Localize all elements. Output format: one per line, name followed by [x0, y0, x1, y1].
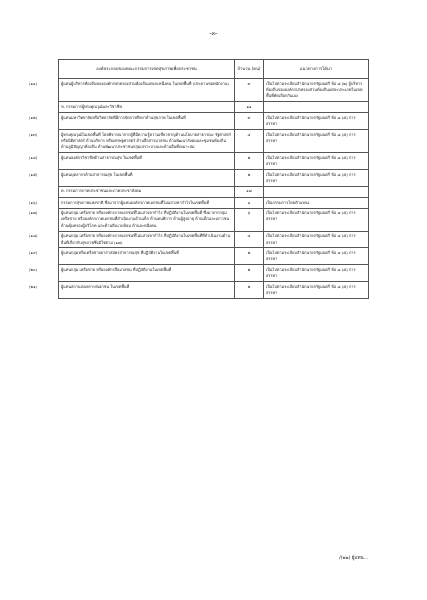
method-cell: เป็นไปตามระเบียบสำนักนายกรัฐมนตรี ข้อ ๘ (๕) การสรรหา [264, 170, 369, 187]
item-number: (๑๔) [29, 154, 38, 160]
count-cell: ๔ [235, 231, 264, 248]
composition-cell [29, 281, 235, 298]
item-text: ผู้แทนองค์กรวิชาชีพด้านสาธารณสุข ในเขตพื้นที่ [61, 154, 142, 160]
table-row [59, 79, 369, 102]
composition-cell [29, 265, 235, 282]
item-number: (๒๐) [29, 266, 37, 272]
item-number: (๑๓) [29, 131, 38, 137]
table-row [59, 113, 369, 130]
composition-cell [29, 153, 235, 170]
composition-cell [29, 231, 235, 248]
count-cell: ๒ [235, 281, 264, 298]
header-count: จำนวน (คน) [235, 60, 264, 79]
item-number: (๑๗) [29, 210, 38, 216]
continuation-note: /(๒๒) ผู้แทน... [339, 556, 368, 561]
composition-cell [29, 170, 235, 187]
method-cell: เป็นไปตามระเบียบสำนักนายกรัฐมนตรี ข้อ ๘ (๕) การสรรหา [264, 153, 369, 170]
composition-cell [29, 113, 235, 130]
composition-cell [59, 186, 235, 197]
table-row [59, 265, 369, 282]
committee-table [29, 59, 369, 299]
count-cell: ๑ [235, 198, 264, 208]
composition-cell [29, 79, 235, 102]
item-text: ผู้แทนมหาวิทยาลัยหรือวิทยาลัยที่มีการจัดการศึกษาด้านสุขภาพ ในเขตพื้นที่ [61, 115, 186, 121]
method-cell: เป็นไปตามระเบียบสำนักนายกรัฐมนตรี ข้อ ๘ (๕) การสรรหา [264, 208, 369, 231]
count-cell: ๖ [235, 208, 264, 231]
count-cell: ๒ [235, 153, 264, 170]
method-cell: เป็นไปตามระเบียบสำนักนายกรัฐมนตรี ข้อ ๘ (๕) การสรรหา [264, 248, 369, 265]
method-cell: เป็นไปตามระเบียบสำนักนายกรัฐมนตรี ข้อ ๘ (๕) การสรรหา [264, 281, 369, 298]
header-composition: องค์ประกอบของคณะกรรมการเขตสุขภาพเพื่อประชาชน [59, 60, 235, 79]
method-cell: เป็นไปตามระเบียบสำนักนายกรัฐมนตรี ข้อ ๘ (๕) การสรรหา [264, 130, 369, 153]
item-text: ค. กรรมการภาคประชาชนและภาคประชาสังคม [61, 188, 142, 194]
table-header-row [59, 60, 369, 79]
table-row [59, 153, 369, 170]
count-cell: ๒ [235, 170, 264, 187]
composition-cell [29, 248, 235, 265]
table-row [59, 198, 369, 208]
count-cell: ๒ [235, 248, 264, 265]
item-text: ผู้แทนผู้บริหารท้องถิ่นขององค์กรปกครองส่วนท้องถิ่นแห่งละหนึ่งคน ในเขตพื้นที่ (ประธานขอพนักงาน) [61, 80, 229, 86]
item-text: ผู้แทนกลุ่ม เครือข่าย หรือองค์กรสื่อมวลชน ที่ปฏิบัติงานในเขตพื้นที่ [61, 266, 172, 272]
composition-cell [59, 102, 235, 113]
header-method: แนวทางการได้มา [264, 60, 369, 79]
method-cell: เป็นไปตามระเบียบสำนักนายกรัฐมนตรี ข้อ ๘ (๕) การสรรหา [264, 231, 369, 248]
table-row [59, 248, 369, 265]
item-text: ผู้แทนสถานสงเคราะห์เอกชน ในเขตพื้นที่ [61, 283, 130, 289]
count-cell: ๑๗ [235, 186, 264, 197]
composition-cell [29, 198, 235, 208]
count-cell: ๒ [235, 265, 264, 282]
count-cell: ๑๑ [235, 102, 264, 113]
table-row [59, 231, 369, 248]
count-cell: ๓ [235, 79, 264, 102]
item-number: (๑๘) [29, 233, 38, 239]
table-row [59, 170, 369, 187]
count-cell: ๔ [235, 130, 264, 153]
composition-cell [29, 130, 235, 153]
item-number: (๑๕) [29, 171, 38, 177]
method-cell [264, 102, 369, 113]
item-text: ผู้แทนบุคลากรด้านสาธารณสุข ในเขตพื้นที่ [61, 171, 133, 177]
section-row [59, 102, 369, 113]
method-cell: เป็นไปตามระเบียบสำนักนายกรัฐมนตรี ข้อ ๘ (๕) การสรรหา [264, 265, 369, 282]
composition-cell [29, 208, 235, 231]
item-number: (๑๙) [29, 250, 38, 255]
item-text: ผู้ทรงคุณวุฒิในเขตพื้นที่ โดยพิจารณาจากผู้ที่มีความรู้ความเชี่ยวชาญด้านนโยบายสาธารณะ รัฐศาสตร์ หรือนิติศาสตร์ ด้านบริหาร หรือเศรษฐศาสตร์ ด้านสื่อสารมวลชน ด้านพัฒนาสังคมและชุมชนท้องถิ่น ด้านภูมิปัญญาท้องถิ่น ด้านพัฒนาประชาชนกลุ่มเปราะบางและด้านอื่นที่เหมาะสม [61, 131, 231, 150]
method-cell: เป็นไปตามระเบียบสำนักนายกรัฐมนตรี ข้อ ๘ (๒) ผู้บริหารท้องถิ่นขององค์กรปกครองส่วนท้องถิ่นแต่ละประเภทในเขตพื้นที่คัดเลือกกันเอง [264, 79, 369, 102]
section-row [59, 186, 369, 197]
item-text: ข. กรรมการผู้ทรงคุณวุฒิและวิชาชีพ [61, 103, 122, 109]
item-text: ผู้แทนกลุ่มหรือเครือข่ายอาสาสมัครสาธารณสุข ที่ปฏิบัติงานในเขตพื้นที่ [61, 250, 179, 255]
table-row [59, 281, 369, 298]
method-cell [264, 186, 369, 197]
page-number: -๓- [209, 30, 218, 37]
method-cell: เป็นกรรมการโดยตำแหน่ง [264, 198, 369, 208]
method-cell: เป็นไปตามระเบียบสำนักนายกรัฐมนตรี ข้อ ๘ (๕) การสรรหา [264, 113, 369, 130]
table-row [59, 130, 369, 153]
item-text: ผู้แทนกลุ่ม เครือข่าย หรือองค์กรภาคเอกชนที่ไม่แสวงหากำไร ที่ปฏิบัติงานในเขตพื้นที่ที่ดำเนินงานด้านอื่นที่เกี่ยวกับสุขภาพซึ่งมิใช่ตาม (๑๗) [61, 233, 231, 245]
count-cell: ๓ [235, 113, 264, 130]
item-number: (๑๖) [29, 199, 37, 205]
table-row [59, 208, 369, 231]
item-text: กรรมการสุขภาพแห่งชาติ ซึ่งมาจากผู้แทนองค์กรภาคเอกชนที่ไม่แสวงหากำไรในเขตพื้นที่ [61, 199, 209, 205]
item-text: ผู้แทนกลุ่ม เครือข่าย หรือองค์กรภาคเอกชนที่ไม่แสวงหากำไร ที่ปฏิบัติงานในเขตพื้นที่ ซึ่งมาจากกลุ่ม เครือข่าย หรือองค์กรภาคเอกชนที่ดำเนินงานด้านเด็ก ด้านคนพิการ ด้านผู้สูงอายุ ด้านเด็กและเยาวชน ด้านคุ้มครองผู้บริโภค และด้านสิ่งแวดล้อม ด้านละหนึ่งคน [61, 210, 230, 228]
item-number: (๒๑) [29, 283, 38, 289]
item-number: (๑๑) [29, 80, 37, 86]
item-number: (๑๒) [29, 115, 38, 121]
